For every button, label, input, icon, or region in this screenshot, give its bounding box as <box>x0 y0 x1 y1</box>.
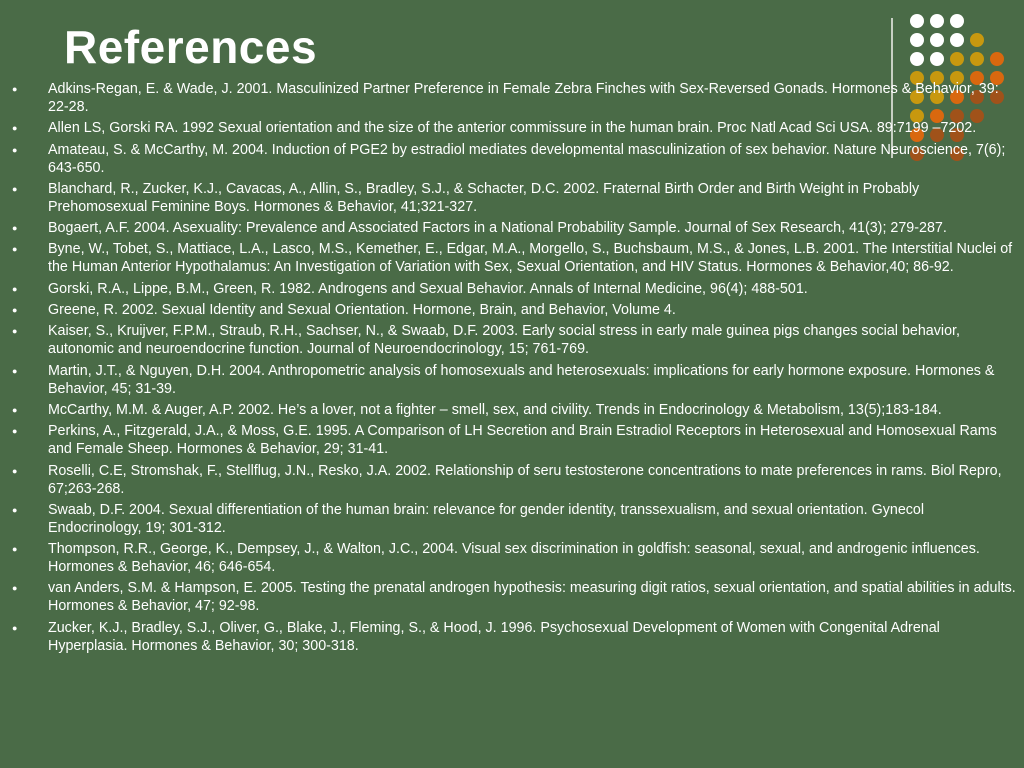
decorative-dot <box>910 14 924 28</box>
decorative-dot <box>970 52 984 66</box>
decorative-dot <box>930 33 944 47</box>
reference-item: ● Martin, J.T., & Nguyen, D.H. 2004. Anthropometric analysis of homosexuals and heterosexuals: implications for early hormone exposure. Hormones & Behavior, 45; 31-39. <box>0 362 1024 398</box>
decorative-dot <box>950 33 964 47</box>
reference-item: ● Zucker, K.J., Bradley, S.J., Oliver, G., Blake, J., Fleming, S., & Hood, J. 1996. Psychosexual Development of Women with Congenital Adrenal Hyperplasia. Hormones & Behavior, 30; 300-318. <box>0 619 1024 655</box>
reference-item: ● Perkins, A., Fitzgerald, J.A., & Moss, G.E. 1995. A Comparison of LH Secretion and Brain Estradiol Receptors in Heterosexual and Homosexual Rams and Female Sheep. Hormones & Behavior, 29; 31-41. <box>0 422 1024 458</box>
reference-item: ● Thompson, R.R., George, K., Dempsey, J., & Walton, J.C., 2004. Visual sex discrimination in goldfish: seasonal, sexual, and androgenic influences. Hormones & Behavior, 46; 646-654. <box>0 540 1024 576</box>
decorative-dot <box>950 14 964 28</box>
reference-item: ● McCarthy, M.M. & Auger, A.P. 2002. He’s a lover, not a fighter – smell, sex, and civility. Trends in Endocrinology & Metabolism, 13(5);183-184. <box>0 401 1024 419</box>
decorative-dot <box>910 33 924 47</box>
reference-item: ● van Anders, S.M. & Hampson, E. 2005. Testing the prenatal androgen hypothesis: measuring digit ratios, sexual orientation, and spatial abilities in adults. Hormones & Behavior, 47; 92-98. <box>0 579 1024 615</box>
reference-item: ● Gorski, R.A., Lippe, B.M., Green, R. 1982. Androgens and Sexual Behavior. Annals of Internal Medicine, 96(4); 488-501. <box>0 280 1024 298</box>
reference-item: ● Adkins-Regan, E. & Wade, J. 2001. Masculinized Partner Preference in Female Zebra Finches with Sex-Reversed Gonads. Hormones & Behavior, 39: 22-28. <box>0 80 1024 116</box>
reference-item: ● Bogaert, A.F. 2004. Asexuality: Prevalence and Associated Factors in a National Probability Sample. Journal of Sex Research, 41(3); 279-287. <box>0 219 1024 237</box>
decorative-dot <box>930 52 944 66</box>
decorative-dot <box>950 52 964 66</box>
reference-item: ● Kaiser, S., Kruijver, F.P.M., Straub, R.H., Sachser, N., & Swaab, D.F. 2003. Early social stress in early male guinea pigs changes social behavior, autonomic and neuroendocrine function. Journal of Neuroendocrinology, 15; 761-769. <box>0 322 1024 358</box>
decorative-dot <box>970 33 984 47</box>
reference-item: ● Greene, R. 2002. Sexual Identity and Sexual Orientation. Hormone, Brain, and Behavior, Volume 4. <box>0 301 1024 319</box>
reference-item: ● Blanchard, R., Zucker, K.J., Cavacas, A., Allin, S., Bradley, S.J., & Schacter, D.C. 2002. Fraternal Birth Order and Birth Weight in Probably Prehomosexual Feminine Boys. Hormones & Behavior, 41;321-327. <box>0 180 1024 216</box>
reference-item: ● Allen LS, Gorski RA. 1992 Sexual orientation and the size of the anterior commissure in the human brain. Proc Natl Acad Sci USA. 89:7199 –7202. <box>0 119 1024 137</box>
reference-item: ● Roselli, C.E, Stromshak, F., Stellflug, J.N., Resko, J.A. 2002. Relationship of seru testosterone concentrations to mate preferences in rams. Biol Repro, 67;263-268. <box>0 462 1024 498</box>
reference-item: ● Byne, W., Tobet, S., Mattiace, L.A., Lasco, M.S., Kemether, E., Edgar, M.A., Morgello, S., Buchsbaum, M.S., & Jones, L.B. 2001. The Interstitial Nuclei of the Human Anterior Hypothalamus: An Investigation of Variation with Sex, Sexual Orientation, and HIV Status. Hormones & Behavior,40; 86-92. <box>0 240 1024 276</box>
decorative-dot <box>910 52 924 66</box>
reference-item: ● Swaab, D.F. 2004. Sexual differentiation of the human brain: relevance for gender identity, transsexualism, and sexual orientation. Gynecol Endocrinology, 19; 301-312. <box>0 501 1024 537</box>
reference-list <box>0 80 1024 658</box>
reference-item: ● Amateau, S. & McCarthy, M. 2004. Induction of PGE2 by estradiol mediates developmental masculinization of sex behavior. Nature Neuroscience, 7(6); 643-650. <box>0 141 1024 177</box>
decorative-dot <box>930 14 944 28</box>
decorative-dot <box>990 52 1004 66</box>
slide-title: References <box>64 21 318 73</box>
